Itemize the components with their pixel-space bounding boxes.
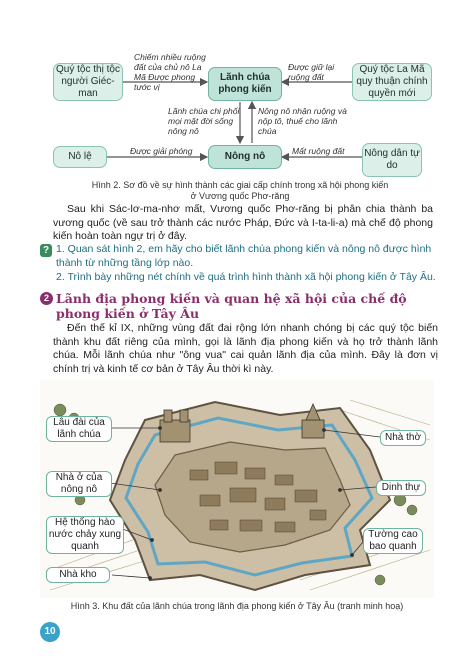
figure-2-caption-line1: Hình 2. Sơ đồ về sự hình thành các giai cấp chính trong xã hội phong kiến <box>91 180 389 190</box>
label-moat: Hệ thống hào nước chảy xung quanh <box>46 516 124 554</box>
manor-illustration <box>40 380 434 598</box>
section-title: Lãnh địa phong kiến và quan hệ xã hội của chế độ phong kiến ở Tây Âu <box>56 291 407 321</box>
label-church: Nhà thờ <box>380 430 426 446</box>
section-number-icon: 2 <box>40 292 53 305</box>
page-number-badge: 10 <box>40 622 60 642</box>
note-middle-left: Lãnh chúa chi phối mọi mặt đời sống nông nô <box>168 106 240 136</box>
note-top-right: Được giữ lại ruộng đất <box>288 62 335 82</box>
question-1: 1. Quan sát hình 2, em hãy cho biết lãnh chúa phong kiến và nông nô được hình thành từ những tầng lớp nào. <box>56 243 432 269</box>
figure-3-caption: Hình 3. Khu đất của lãnh chúa trong lãnh địa phong kiến ở Tây Âu (tranh minh hoạ) <box>70 601 404 611</box>
node-roman-nobles: Quý tộc La Mã quy thuận chính quyền mới <box>352 63 432 101</box>
node-lords: Lãnh chúa phong kiến <box>208 67 282 101</box>
node-free-peasants: Nông dân tự do <box>362 143 422 177</box>
node-german-nobles: Quý tộc thị tộc người Giéc-man <box>53 63 123 101</box>
note-top-left: Chiếm nhiều ruộng đất của chủ nô La Mã Được phong tước vị <box>134 52 206 92</box>
note-bottom-left: Được giải phóng <box>130 146 193 156</box>
note-bottom-right: Mất ruộng đất <box>292 146 345 156</box>
label-wall: Tường cao bao quanh <box>363 528 423 554</box>
question-2: 2. Trình bày những nét chính về quá trình hình thành xã hội phong kiến ở Tây Âu. <box>56 271 436 283</box>
question-icon: ? <box>40 244 52 257</box>
node-serfs: Nông nô <box>208 145 282 169</box>
figure-2-caption-line2: ở Vương quốc Phơ-răng <box>190 191 290 201</box>
label-warehouse: Nhà kho <box>46 567 110 583</box>
note-middle-right: Nông nô nhận ruộng và nộp tô, thuế cho lãnh chúa <box>258 106 347 136</box>
section-paragraph: Đến thế kỉ IX, những vùng đất đai rộng lớn nhanh chóng bị các quý tộc biến thành khu đất riêng của mình, gọi là lãnh địa phong kiến và họ trở thành lãnh chúa. Mỗi lãnh chúa như "ông vua" cai quản lãnh địa của mình. Đây là đơn vị chính trị và kinh tế cơ bản ở Tây Âu thời kì này. <box>53 322 438 375</box>
intro-paragraph: Sau khi Sác-lơ-ma-nhơ mất, Vương quốc Phơ-răng bị phân chia thành ba vương quốc (về sau trở thành các nước Pháp, Đức và I-ta-li-a) mà chế độ phong kiến hoàn toàn ngự trị ở đây. <box>53 203 433 242</box>
class-formation-diagram <box>0 0 474 200</box>
label-residence: Dinh thự <box>376 480 426 496</box>
node-slaves: Nô lệ <box>53 146 107 168</box>
label-castle: Lâu đài của lãnh chúa <box>46 416 112 442</box>
label-serf-house: Nhà ở của nông nô <box>46 471 112 497</box>
